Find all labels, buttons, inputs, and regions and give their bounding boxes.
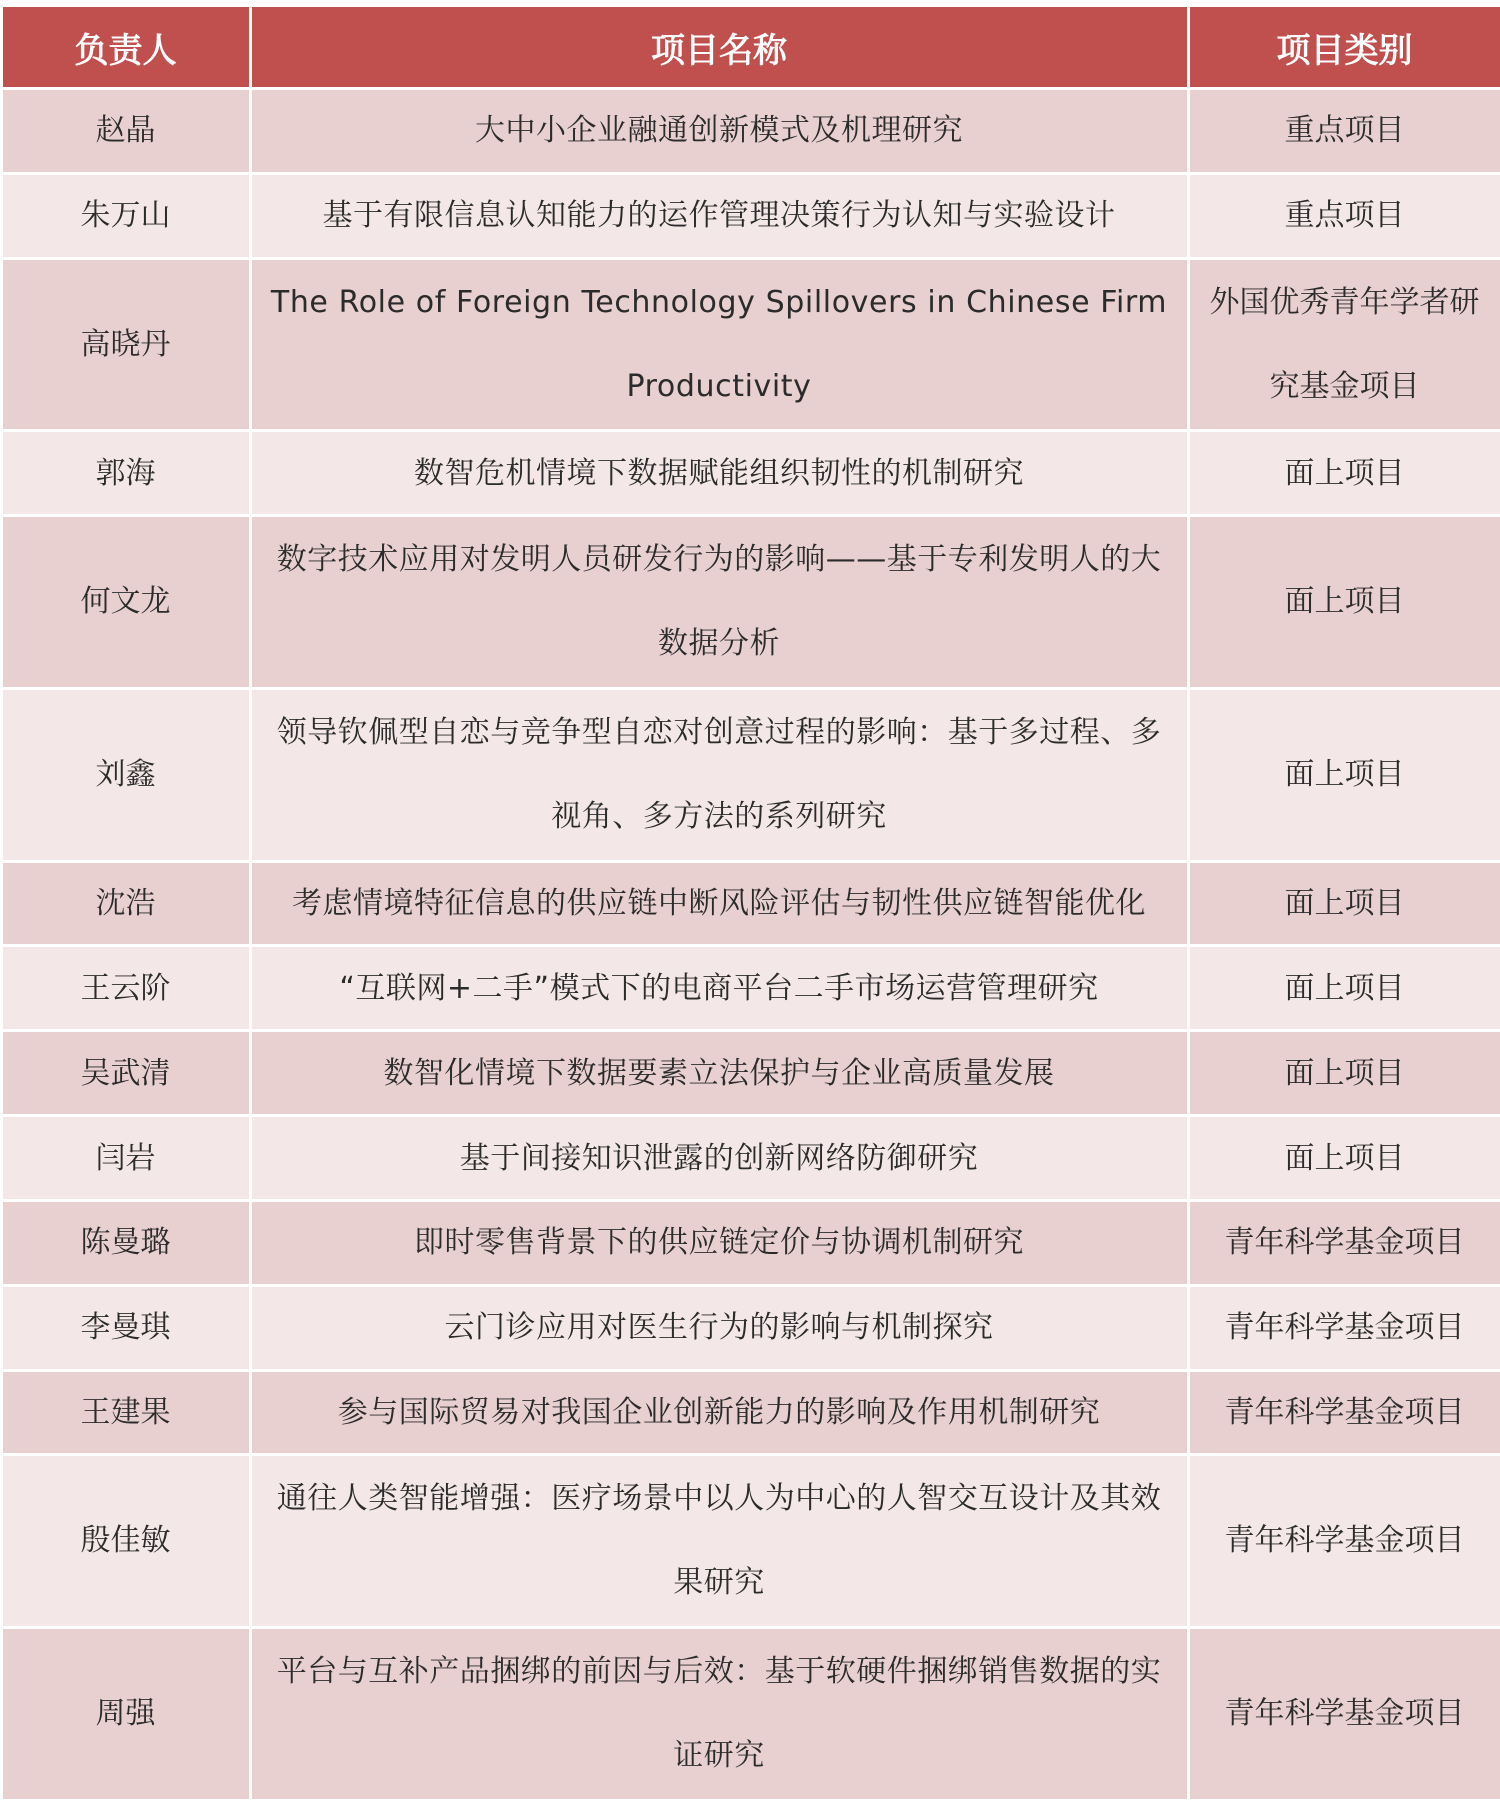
projects-table <box>0 4 1500 1802</box>
table-row <box>3 90 1500 172</box>
title-cell: “互联网+二手”模式下的电商平台二手市场运营管理研究 <box>252 947 1187 1029</box>
leader-cell: 殷佳敏 <box>3 1456 249 1626</box>
title-cell: 平台与互补产品捆绑的前因与后效：基于软硬件捆绑销售数据的实证研究 <box>252 1629 1187 1799</box>
category-cell: 面上项目 <box>1190 432 1500 514</box>
title-cell: 领导钦佩型自恋与竞争型自恋对创意过程的影响：基于多过程、多视角、多方法的系列研究 <box>252 690 1187 860</box>
table-row <box>3 947 1500 1029</box>
leader-cell: 陈曼璐 <box>3 1202 249 1284</box>
leader-cell: 高晓丹 <box>3 260 249 430</box>
category-cell: 青年科学基金项目 <box>1190 1629 1500 1799</box>
title-cell: 参与国际贸易对我国企业创新能力的影响及作用机制研究 <box>252 1372 1187 1454</box>
category-cell: 青年科学基金项目 <box>1190 1287 1500 1369</box>
table-row <box>3 1032 1500 1114</box>
leader-cell: 闫岩 <box>3 1117 249 1199</box>
leader-cell: 李曼琪 <box>3 1287 249 1369</box>
title-cell: 数智危机情境下数据赋能组织韧性的机制研究 <box>252 432 1187 514</box>
leader-cell: 吴武清 <box>3 1032 249 1114</box>
title-cell: 数智化情境下数据要素立法保护与企业高质量发展 <box>252 1032 1187 1114</box>
title-cell: The Role of Foreign Technology Spillovers in Chinese Firm Productivity <box>252 260 1187 430</box>
leader-cell: 刘鑫 <box>3 690 249 860</box>
table-row <box>3 863 1500 945</box>
title-cell: 云门诊应用对医生行为的影响与机制探究 <box>252 1287 1187 1369</box>
title-cell: 考虑情境特征信息的供应链中断风险评估与韧性供应链智能优化 <box>252 863 1187 945</box>
leader-cell: 郭海 <box>3 432 249 514</box>
category-cell: 外国优秀青年学者研究基金项目 <box>1190 260 1500 430</box>
title-cell: 基于有限信息认知能力的运作管理决策行为认知与实验设计 <box>252 175 1187 257</box>
leader-cell: 王建果 <box>3 1372 249 1454</box>
table-header <box>3 7 1500 87</box>
table-row <box>3 175 1500 257</box>
leader-cell: 朱万山 <box>3 175 249 257</box>
category-cell: 面上项目 <box>1190 1117 1500 1199</box>
category-cell: 面上项目 <box>1190 690 1500 860</box>
header-row <box>3 7 1500 87</box>
category-cell: 重点项目 <box>1190 90 1500 172</box>
category-cell: 面上项目 <box>1190 863 1500 945</box>
category-cell: 青年科学基金项目 <box>1190 1456 1500 1626</box>
table-row <box>3 690 1500 860</box>
title-cell: 大中小企业融通创新模式及机理研究 <box>252 90 1187 172</box>
table-row <box>3 260 1500 430</box>
category-cell: 面上项目 <box>1190 1032 1500 1114</box>
header-category: 项目类别 <box>1190 7 1500 87</box>
table-body <box>3 90 1500 1799</box>
leader-cell: 何文龙 <box>3 517 249 687</box>
category-cell: 重点项目 <box>1190 175 1500 257</box>
table-row <box>3 1202 1500 1284</box>
leader-cell: 沈浩 <box>3 863 249 945</box>
table-row <box>3 1117 1500 1199</box>
leader-cell: 赵晶 <box>3 90 249 172</box>
header-leader: 负责人 <box>3 7 249 87</box>
title-cell: 基于间接知识泄露的创新网络防御研究 <box>252 1117 1187 1199</box>
table-row <box>3 1287 1500 1369</box>
table-row <box>3 1372 1500 1454</box>
title-cell: 通往人类智能增强：医疗场景中以人为中心的人智交互设计及其效果研究 <box>252 1456 1187 1626</box>
header-title: 项目名称 <box>252 7 1187 87</box>
category-cell: 面上项目 <box>1190 947 1500 1029</box>
category-cell: 青年科学基金项目 <box>1190 1202 1500 1284</box>
category-cell: 面上项目 <box>1190 517 1500 687</box>
category-cell: 青年科学基金项目 <box>1190 1372 1500 1454</box>
table-row <box>3 517 1500 687</box>
leader-cell: 王云阶 <box>3 947 249 1029</box>
table-row <box>3 432 1500 514</box>
table-row <box>3 1629 1500 1799</box>
leader-cell: 周强 <box>3 1629 249 1799</box>
table-row <box>3 1456 1500 1626</box>
title-cell: 数字技术应用对发明人员研发行为的影响——基于专利发明人的大数据分析 <box>252 517 1187 687</box>
title-cell: 即时零售背景下的供应链定价与协调机制研究 <box>252 1202 1187 1284</box>
